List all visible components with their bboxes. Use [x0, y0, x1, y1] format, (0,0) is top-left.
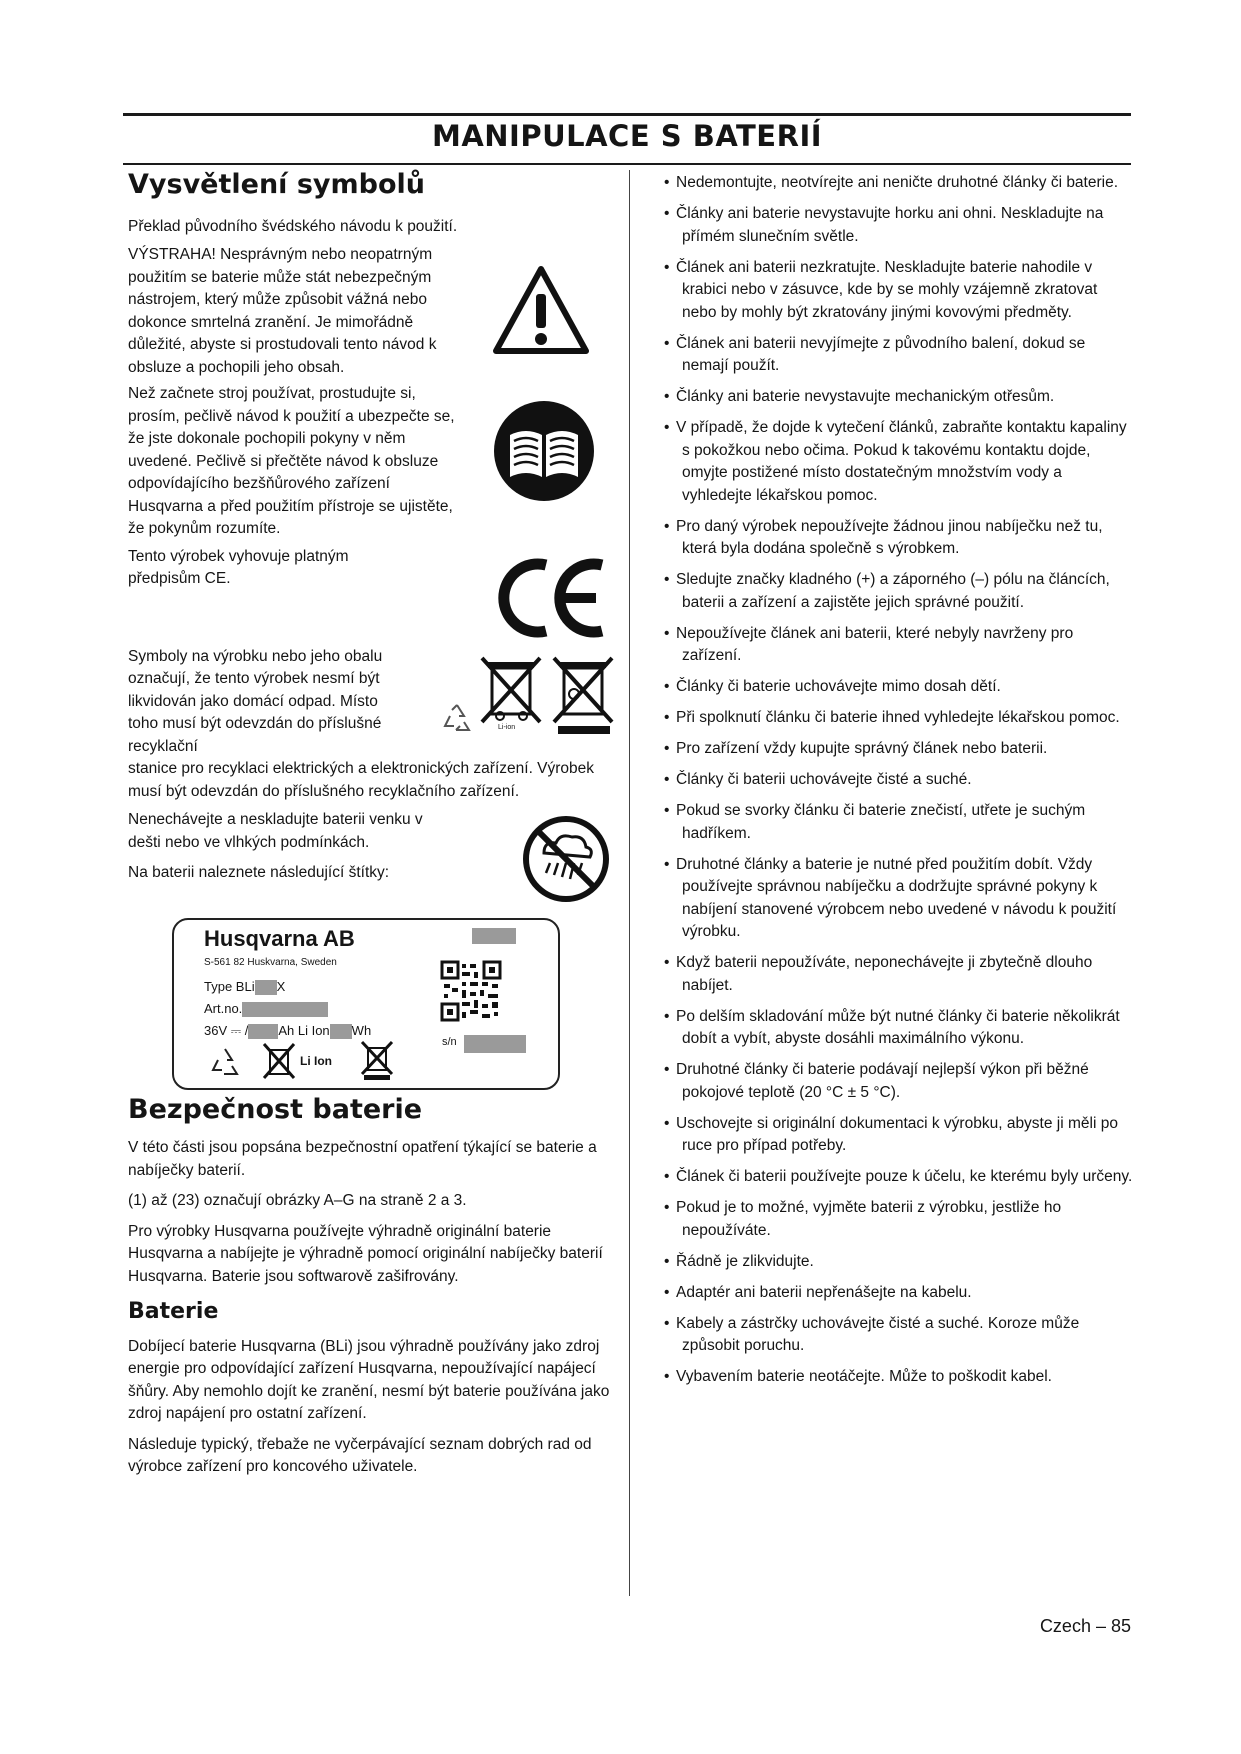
disposal-block: [128, 646, 616, 759]
battery-safety-heading: Bezpečnost baterie: [128, 1094, 423, 1126]
list-item: • Pro zařízení vždy kupujte správný článek nebo baterii.: [650, 738, 1135, 761]
column-divider: [629, 170, 630, 1596]
recycle-icon: [442, 702, 472, 739]
list-item: • Pokud se svorky článku či baterie znečistí, utřete je suchým hadříkem.: [650, 800, 1135, 845]
label-type: [204, 979, 285, 995]
label-type-prefix: Type BLi: [204, 979, 255, 995]
no-rain-icon: [520, 813, 612, 910]
translation-note: Překlad původního švédského návodu k použití.: [128, 217, 458, 235]
list-item: • Druhotné články či baterie podávají nejlepší výkon při běžné pokojové teplotě (20 °C ± 5 °C).: [650, 1059, 1135, 1104]
list-item: • Články ani baterie nevystavujte mechanickým otřesům.: [650, 386, 1135, 409]
disposal-text-a: Symboly na výrobku nebo jeho obalu označují, že tento výrobek nesmí být likvidován jako domácí odpad. Místo toho musí být odevzdán do příslušné recyklační: [128, 647, 383, 755]
list-item: • Řádně je zlikvidujte.: [650, 1251, 1135, 1274]
redacted-box: [248, 1024, 278, 1039]
crossed-bin-icon: [360, 1040, 394, 1085]
list-item: • Článek ani baterii nezkratujte. Neskladujte baterie nahodile v krabici nebo v zásuvce, kde by se mohly vzájemně zkratovat nebo by mohly být zkratovány jinými kovovými předměty.: [650, 257, 1135, 325]
list-item: • Článek ani baterii nevyjímejte z původního balení, dokud se nemají použít.: [650, 333, 1135, 378]
redacted-box: [330, 1024, 352, 1039]
label-wh: Wh: [351, 1023, 372, 1039]
disposal-text-b: stanice pro recyklaci elektrických a elektronických zařízení. Výrobek musí být odevzdán do příslušného recyklačního zařízení.: [128, 760, 595, 800]
labels-text: Na baterii naleznete následující štítky:: [128, 864, 390, 882]
redacted-box: [472, 928, 516, 944]
right-column: [650, 172, 1135, 1397]
list-item: • Články či baterii uchovávejte čisté a suché.: [650, 769, 1135, 792]
label-li-ion: Li Ion: [300, 1054, 332, 1069]
page-footer: Czech – 85: [1039, 1616, 1131, 1636]
list-item: • Sledujte značky kladného (+) a záporného (–) pólu na článcích, baterii a zařízení a zajistěte jejich správné použití.: [650, 569, 1135, 614]
li-ion-small-label: Li-ion: [498, 723, 516, 731]
label-volt: 36V ⎓ /: [204, 1023, 249, 1039]
list-item: • V případě, že dojde k vytečení článků, zabraňte kontaktu kapaliny s pokožkou nebo očima. Pokud k takovému kontaktu dojde, omyjte postižené místo dostatečným množstvím vody a vyhledejte lékařskou pomoc.: [650, 417, 1135, 507]
crossed-bin-icon: [262, 1042, 296, 1085]
top-rule: [123, 113, 1131, 116]
list-item: • Nepoužívejte článek ani baterii, které nebyly navrženy pro zařízení.: [650, 623, 1135, 668]
battery-advice-intro: Následuje typický, třebaže ne vyčerpávající seznam dobrých rad od výrobce zařízení pro koncového uživatele.: [128, 1435, 592, 1475]
battery-label: [172, 918, 564, 1093]
disposal-icons: [442, 652, 616, 739]
label-artno: [204, 1001, 328, 1017]
ce-mark-icon: [498, 555, 608, 646]
left-column: [128, 168, 616, 1479]
label-address: S-561 82 Huskvarna, Sweden: [204, 957, 337, 969]
label-ah: Ah Li Ion: [278, 1023, 330, 1039]
crossed-bin-icon: [478, 652, 544, 739]
redacted-box: [464, 1035, 526, 1053]
list-item: • Při spolknutí článku či baterie ihned vyhledejte lékařskou pomoc.: [650, 707, 1135, 730]
list-item: • Článek či baterii používejte pouze k účelu, ke kterému byly určeny.: [650, 1166, 1135, 1189]
recycle-icon: [210, 1046, 240, 1081]
ce-text: Tento výrobek vyhovuje platným předpisům CE.: [128, 547, 349, 588]
redacted-box: [255, 980, 277, 995]
warning-triangle-icon: [492, 264, 590, 361]
label-artno-text: Art.no.: [204, 1001, 243, 1017]
ce-block: [128, 546, 616, 630]
list-item: • Pro daný výrobek nepoužívejte žádnou jinou nabíječku než tu, která byla dodána společně s výrobkem.: [650, 516, 1135, 561]
list-item: • Uschovejte si originální dokumentaci k výrobku, abyste ji měli po ruce pro případ potřeby.: [650, 1113, 1135, 1158]
symbols-heading: Vysvětlení symbolů: [128, 169, 425, 200]
label-rating: [204, 1023, 371, 1039]
list-item: • Články či baterie uchovávejte mimo dosah dětí.: [650, 676, 1135, 699]
title-rule: [123, 163, 1131, 165]
read-manual-text: Než začnete stroj používat, prostudujte si, prosím, pečlivě návod k použití a ubezpečte se, že jste dokonale pochopili pokyny v něm uvedené. Pečlivě si přečtěte návod k obsluze odpovídajícího bezšňůrového zařízení Husqvarna a před použitím přístroje se ujistěte, že pokynům rozumíte.: [128, 385, 455, 538]
warning-block: [128, 244, 616, 379]
battery-usage: Dobíjecí baterie Husqvarna (BLi) jsou výhradně používány jako zdroj energie pro odpovídající zařízení Husqvarna, nepoužívající napájecí šňůry. Aby nemohlo dojít ke zranění, nesmí být baterie používána jako zdroj napájení pro ostatní zařízení.: [128, 1337, 610, 1422]
label-type-suffix: X: [276, 979, 286, 995]
list-item: • Články ani baterie nevystavujte horku ani ohni. Neskladujte na přímém slunečním světle.: [650, 203, 1135, 248]
crossed-bin-icon: [550, 652, 616, 739]
read-manual-block: [128, 383, 616, 541]
safety-original-parts: Pro výrobky Husqvarna používejte výhradně originální baterie Husqvarna a nabíjejte je výhradně pomocí originální nabíječky baterií Husqvarna. Baterie jsou softwarově zašifrovány.: [128, 1222, 603, 1285]
list-item: • Kabely a zástrčky uchovávejte čisté a suché. Koroze může způsobit poruchu.: [650, 1313, 1135, 1358]
list-item: • Vybavením baterie neotáčejte. Může to poškodit kabel.: [650, 1366, 1135, 1389]
battery-heading: Baterie: [128, 1299, 219, 1324]
rain-text: Nenechávejte a neskladujte baterii venku v dešti nebo ve vlhkých podmínkách.: [128, 811, 423, 851]
label-brand: Husqvarna AB: [204, 926, 355, 952]
safety-figure-ref: (1) až (23) označují obrázky A–G na straně 2 a 3.: [128, 1192, 467, 1209]
qr-code-icon: [440, 960, 502, 1027]
warning-text: VÝSTRAHA! Nesprávným nebo neopatrným použitím se baterie může stát nebezpečným nástrojem, který může způsobit vážná nebo dokonce smrtelná zranění. Je mimořádně důležité, abyste si prostudovali tento návod k obsluze a pochopili jeho obsah.: [128, 246, 437, 376]
list-item: • Druhotné články a baterie je nutné před použitím dobít. Vždy používejte správnou nabíječku a dodržujte správné pokyny k nabíjení stanovené výrobcem nebo uvedené v návodu k použití výrobku.: [650, 854, 1135, 944]
list-item: • Po delším skladování může být nutné články či baterie několikrát dobít a vybít, abyste dosáhli maximálního výkonu.: [650, 1006, 1135, 1051]
page-title: MANIPULACE S BATERIÍ: [431, 119, 823, 153]
battery-safety-list: [650, 172, 1135, 1389]
list-item: • Když baterii nepoužíváte, neponechávejte ji zbytečně dlouho nabíjet.: [650, 952, 1135, 997]
redacted-box: [242, 1002, 328, 1017]
label-sn: s/n: [442, 1036, 457, 1049]
list-item: • Nedemontujte, neotvírejte ani neničte druhotné články či baterie.: [650, 172, 1135, 195]
list-item: • Pokud je to možné, vyjměte baterii z výrobku, jestliže ho nepoužíváte.: [650, 1197, 1135, 1242]
safety-intro: V této části jsou popsána bezpečnostní opatření týkající se baterie a nabíječky baterií.: [128, 1139, 597, 1179]
list-item: • Adaptér ani baterii nepřenášejte na kabelu.: [650, 1282, 1135, 1305]
read-manual-icon: [492, 399, 596, 508]
rain-block: [128, 809, 616, 910]
